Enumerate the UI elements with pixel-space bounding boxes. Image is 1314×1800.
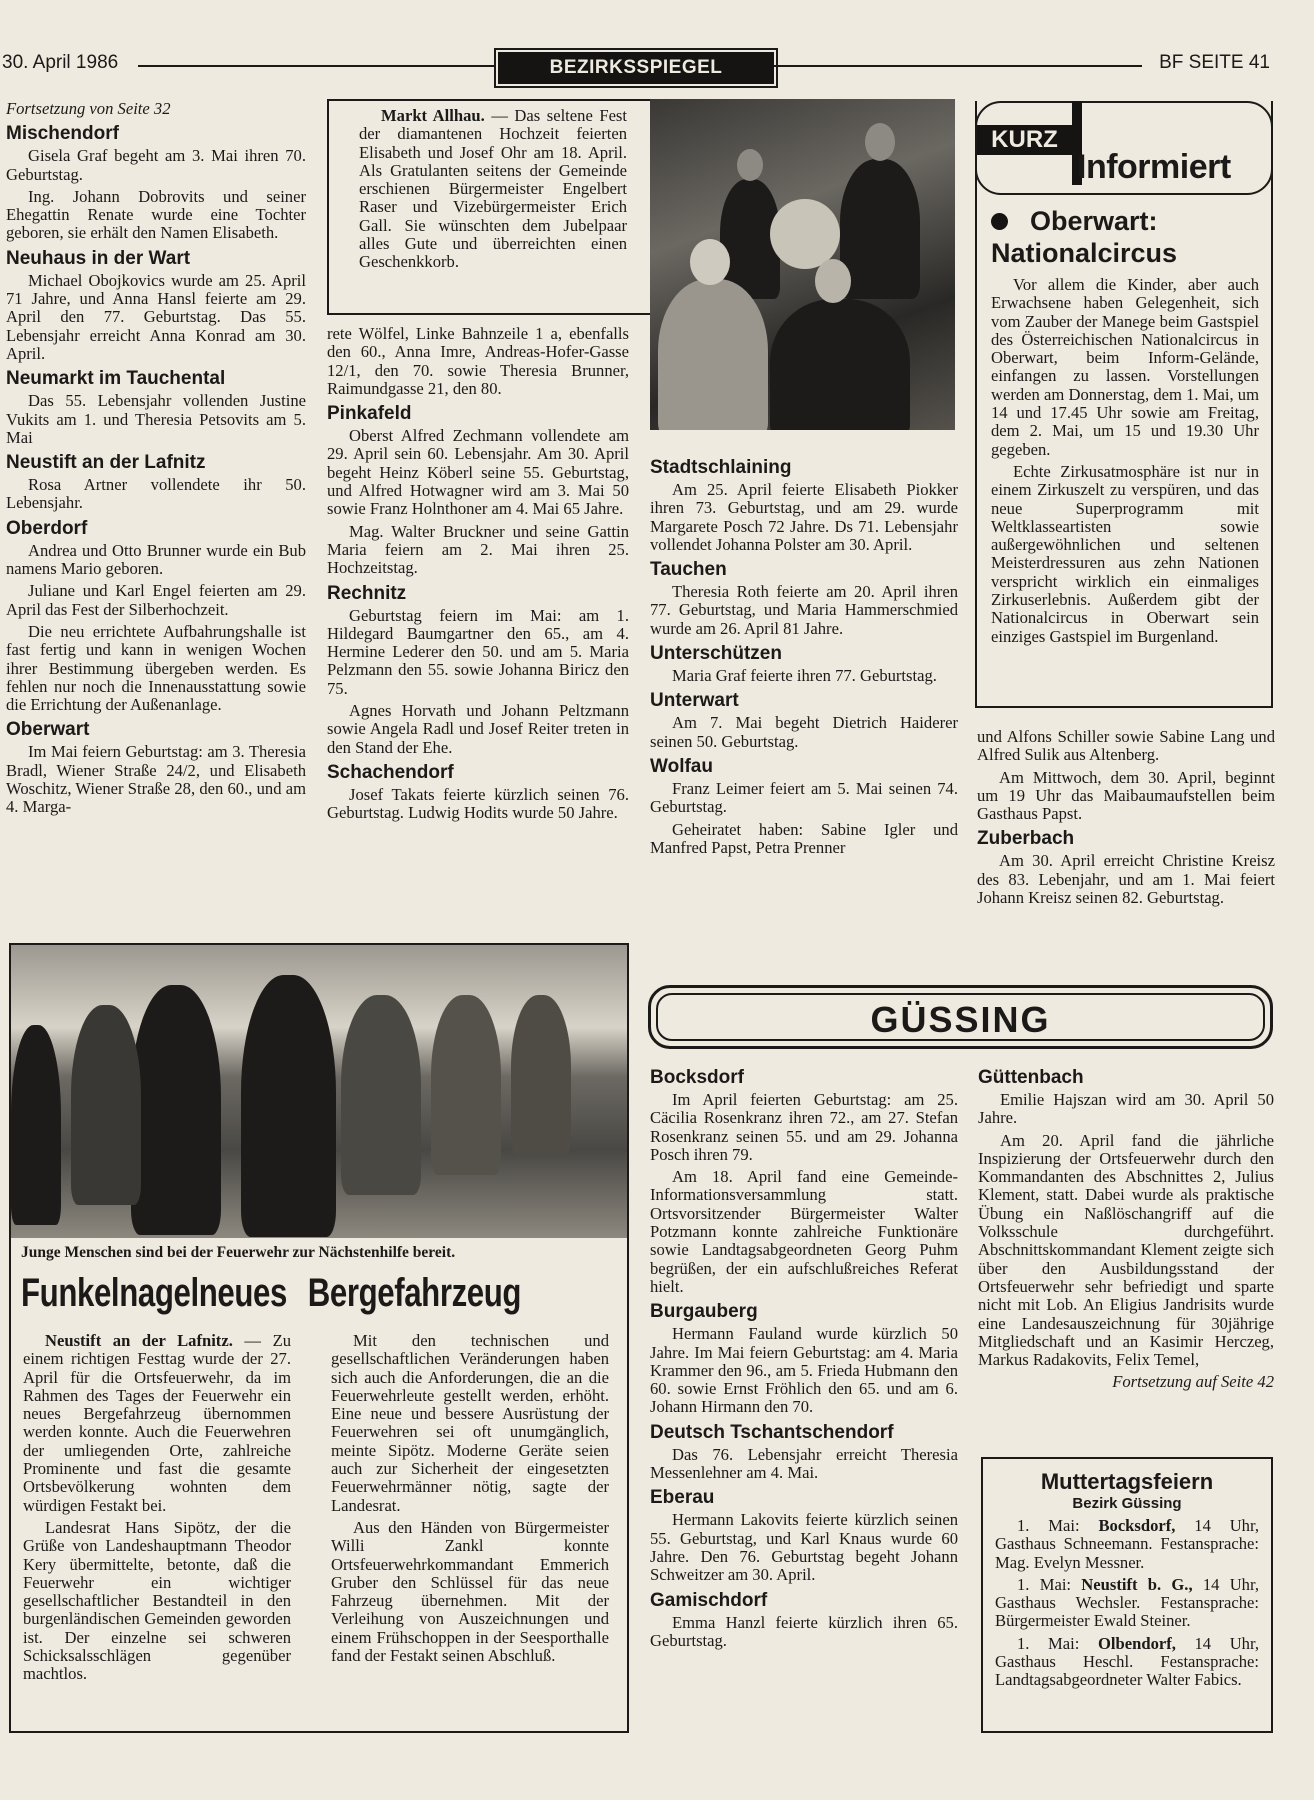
- paragraph-text: Emilie Hajszan wird am 30. April 50 Jahre.: [978, 1090, 1274, 1128]
- paragraph: [991, 276, 1259, 459]
- paragraph: [978, 1373, 1274, 1391]
- paragraph-text: Am 18. April fand eine Gemeinde-Informationsversammlung statt. Ortsvorsitzender Bürgermeister Walter Potzmann konnte zahlreiche Funktionäre sowie Landtagsabgeordneten Georg Puhm begrüßen, der ein aufschlußreiches Referat hielt.: [650, 1167, 958, 1296]
- paragraph-text: Schachendorf: [327, 761, 454, 783]
- paragraph: [977, 852, 1275, 907]
- anniversary-photo: [650, 99, 955, 430]
- paragraph-text: — Das seltene Fest der diamantenen Hochzeit feierten Elisabeth und Josef Ohr am 18. April. Als Gratulanten seitens der Gemeinde erschienen Bürgermeister Engelbert Raser und Vizebürgermeister Erich Gall. Sie wünschten dem Jubelpaar alles Gute und überreichten einen Geschenkkorb.: [359, 106, 627, 272]
- lead-in: Bocksdorf,: [1098, 1516, 1176, 1535]
- paragraph: [650, 1091, 958, 1164]
- paragraph: [650, 1614, 958, 1651]
- paragraph: [6, 100, 306, 118]
- column-3: [650, 452, 958, 861]
- paragraph-text: Mischendorf: [6, 123, 119, 145]
- bullet-icon: [991, 213, 1008, 230]
- paragraph: [6, 392, 306, 447]
- paragraph-text: Rosa Artner vollendete ihr 50. Lebensjahr.: [6, 475, 306, 513]
- paragraph-text: Eberau: [650, 1487, 715, 1509]
- paragraph-text: Am 7. Mai begeht Dietrich Haiderer seinen 50. Geburtstag.: [650, 713, 958, 751]
- section-heading: [650, 1067, 958, 1089]
- paragraph: [327, 786, 629, 823]
- fire-brigade-story: [9, 943, 629, 1733]
- paragraph-text: Vor allem die Kinder, aber auch Erwachsene haben Gelegenheit, sich vom Zauber der Manege beim Gastspiel des Österreichischen Nationalcircus in Oberwart, beim Inform-Gelände, einfangen zu lassen. Vorstellungen werden am Donnerstag, dem 1. Mai, um 14 und 17.45 Uhr sowie am Freitag, dem 2. Mai, um 15 und 19.30 Uhr gegeben.: [991, 275, 1259, 459]
- section-heading: [650, 1301, 958, 1323]
- section-heading: [650, 690, 958, 712]
- paragraph-text: Im April feierten Geburtstag: am 25. Cäcilia Rosenkranz ihren 72., am 27. Stefan Rosenkranz seinen 55. und am 29. Johanna Posch ihren 79.: [650, 1090, 958, 1164]
- paragraph-text: Gamischdorf: [650, 1589, 768, 1611]
- paragraph-text: Michael Obojkovics wurde am 25. April 71 Jahre, und Anna Hansl feierte am 29. April den 77. Geburtstag. Das 55. Lebensjahr erreicht Anna Konrad am 30. April.: [6, 270, 306, 363]
- paragraph-text: Echte Zirkusatmosphäre ist nur in einem Zirkuszelt zu verspüren, und das neue Superprogramm mit Weltklasseartisten sowie außergewöhnlichen und seltenen Meisterdressuren aus zehn Nationen verspricht wirklich ein einmaliges Zirkuserlebnis. Außerdem gibt der Nationalcircus in Oberwart sein einziges Gastspiel im Burgenland.: [991, 461, 1259, 646]
- paragraph-text: Tauchen: [650, 559, 727, 581]
- paragraph: [977, 728, 1275, 765]
- lead-in: Neustift b. G.,: [1081, 1574, 1193, 1594]
- paragraph-text: Fortsetzung von Seite 32: [6, 99, 171, 118]
- date-label: 1. Mai:: [1017, 1633, 1098, 1653]
- paragraph: [991, 463, 1259, 646]
- paragraph-text: — Zu einem richtigen Festtag wurde der 27. April für die Ortsfeuerwehr, da im Rahmen des Tages der Feuerwehr ein neues Bergefahrzeug übernommen werden konnte. Auch die Feuerwehren der umliegenden Orte, zahlreiche Prominente und fast die gesamte Ortsbevölkerung wohnten dem würdigen Festakt bei.: [23, 1331, 292, 1515]
- section-heading: [650, 756, 958, 778]
- paragraph: [327, 427, 629, 518]
- paragraph-text: Landesrat Hans Sipötz, der die Grüße von Landeshauptmann Theodor Kery übermittelte, betonte, daß die Feuerwehr ein wichtiger gesellschaftlicher Bestandteil in den burgenländischen Gemeinden geworden ist. Der einzelne sei schweren Schicksalsschlägen gegenüber machtlos.: [23, 1517, 291, 1684]
- paragraph-text: Mit den technischen und gesellschaftlichen Veränderungen haben sich auch die Anforderungen, die an die Feuerwehrleute gestellt werden, erhöht. Eine neue und bessere Ausrüstung der Feuerwehren sei oft unumgänglich, meinte Sipötz. Moderne Geräte seien auch zur Sicherheit der eingesetzten Feuerwehrmänner nötig, sagte der Landesrat.: [331, 1331, 609, 1515]
- paragraph: [327, 325, 629, 398]
- masthead: BEZIRKSSPIEGEL: [494, 48, 778, 88]
- paragraph-text: Neustift an der Lafnitz: [6, 452, 206, 474]
- paragraph: [650, 1168, 958, 1296]
- story-headline: Funkelnagelneues Bergefahrzeug: [21, 1271, 522, 1315]
- section-heading: [6, 452, 306, 474]
- paragraph-text: Deutsch Tschantschendorf: [650, 1421, 894, 1443]
- paragraph: [23, 1332, 291, 1515]
- paragraph-text: Bocksdorf: [650, 1067, 744, 1088]
- header-rule-right: [774, 65, 1142, 67]
- column-4: [977, 728, 1275, 911]
- paragraph-text: Das 55. Lebensjahr vollenden Justine Vukits am 1. und Theresia Petsovits am 5. Mai: [6, 391, 306, 447]
- paragraph: [327, 702, 629, 757]
- paragraph: [650, 1325, 958, 1416]
- paragraph-text: Hermann Fauland wurde kürzlich 50 Jahre. Im Mai feiern Geburtstag: am 4. Maria Krammer den 96., am 5. Frieda Hubmann den 60. sowie Ernst Fröhlich den 65. und am 6. Johann Hirmann den 70.: [650, 1324, 958, 1417]
- paragraph: [359, 107, 627, 272]
- paragraph: [6, 623, 306, 714]
- paragraph-text: Neumarkt im Tauchental: [6, 368, 226, 390]
- section-heading: [650, 457, 958, 479]
- paragraph-text: Oberst Alfred Zechmann vollendete am 29. April sein 60. Lebensjahr. Am 30. April begeht Heinz Köberl seine 55. Geburtstag, und Alfred Hotwagner wird am 3. Mai 50 sowie Franz Holnthoner am 4. Mai 65 Jahre.: [327, 426, 629, 519]
- paragraph-text: Im Mai feiern Geburtstag: am 3. Theresia Bradl, Wiener Straße 24/2, und Elisabeth Woschitz, Wiener Straße 28, den 60., und am 4. Marga-: [6, 742, 306, 817]
- photo-caption: Junge Menschen sind bei der Feuerwehr zur Nächstenhilfe bereit.: [21, 1244, 456, 1261]
- paragraph-text: 14 Uhr, Gasthaus Wechsler. Festansprache: Bürgermeister Ewald Steiner.: [995, 1574, 1259, 1631]
- paragraph-text: Geheiratet haben: Sabine Igler und Manfred Papst, Petra Prenner: [650, 819, 958, 857]
- lead-in: Neustift an der Lafnitz.: [45, 1331, 233, 1350]
- kurz-headline: Oberwart: Nationalcircus: [991, 206, 1178, 268]
- paragraph-text: Pinkafeld: [327, 403, 412, 425]
- paragraph: [327, 607, 629, 698]
- kurz-logo: KURZ Informiert: [975, 101, 1273, 195]
- column-1: [6, 100, 306, 821]
- paragraph: [978, 1091, 1274, 1128]
- paragraph-text: Wolfau: [650, 755, 713, 777]
- paragraph: [327, 523, 629, 578]
- paragraph: [650, 481, 958, 554]
- issue-date: 30. April 1986: [2, 52, 119, 73]
- muttertag-box: Muttertagsfeiern Bezirk Güssing 1. Mai: Bocksdorf, 14 Uhr, Gasthaus Schneemann. Festansprache: Mag. Evelyn Messner. 1. Mai: Neustift b. G., 14 Uhr, Gasthaus Wechsler. Festansprache: Bürgermeister Ewald Steiner. 1. Mai: Olbendorf, 14 Uhr, Gasthaus Heschl. Festansprache: Landtagsabgeordneter Walter Fabics.: [981, 1457, 1273, 1733]
- section-heading: [650, 1590, 958, 1612]
- paragraph: [650, 714, 958, 751]
- paragraph-text: Oberdorf: [6, 517, 88, 539]
- paragraph-text: Am Mittwoch, dem 30. April, beginnt um 19 Uhr das Maibaumaufstellen beim Gasthaus Papst.: [977, 767, 1275, 824]
- section-heading: [6, 123, 306, 145]
- paragraph-text: Gisela Graf begeht am 3. Mai ihren 70. Geburtstag.: [6, 146, 306, 184]
- section-heading: [6, 368, 306, 390]
- paragraph: [6, 147, 306, 184]
- fire-brigade-photo: [11, 945, 627, 1238]
- paragraph-text: Franz Leimer feiert am 5. Mai seinen 74. Geburtstag.: [650, 778, 958, 817]
- paragraph-text: Hermann Lakovits feierte kürzlich seinen 55. Geburtstag, und Karl Knaus wurde 60 Jahre. Den 76. Geburtstag begeht Johann Schweitzer am 30. April.: [650, 1510, 958, 1585]
- paragraph-text: Oberwart: [6, 719, 90, 741]
- paragraph: [650, 1511, 958, 1584]
- section-heading: [650, 1422, 958, 1444]
- paragraph-text: Theresia Roth feierte am 20. April ihren 77. Geburtstag, und Maria Hammerschmied wurde am 26. April 81 Jahre.: [650, 582, 958, 638]
- paragraph: [6, 743, 306, 816]
- paragraph: [995, 1517, 1259, 1572]
- paragraph-text: Das 76. Lebensjahr erreicht Theresia Messenlehner am 4. Mai.: [650, 1444, 958, 1483]
- section-heading: [327, 403, 629, 425]
- section-heading: [6, 518, 306, 540]
- paragraph: [977, 769, 1275, 824]
- paragraph: [6, 542, 306, 579]
- paragraph-text: Geburtstag feiern im Mai: am 1. Hildegard Baumgartner den 65., am 4. Hermine Lederer den 50. und am 5. Maria Pelzmann den 55. sowie Johanna Biricz den 75.: [327, 605, 629, 698]
- paragraph: [650, 583, 958, 638]
- paragraph-text: Am 30. April erreicht Christine Kreisz des 83. Lebenjahr, und am 1. Mai feiert Johann Kreisz seinen 82. Geburtstag.: [977, 851, 1275, 908]
- section-heading: [327, 762, 629, 784]
- paragraph-text: Rechnitz: [327, 582, 407, 604]
- section-heading: [650, 559, 958, 581]
- section-banner-guessing: GÜSSING: [648, 985, 1273, 1049]
- paragraph-text: Stadtschlaining: [650, 457, 792, 478]
- paragraph-text: Emma Hanzl feierte kürzlich ihren 65. Geburtstag.: [650, 1612, 958, 1650]
- paragraph-text: 14 Uhr, Gasthaus Heschl. Festansprache: Landtagsabgeordneter Walter Fabics.: [995, 1633, 1259, 1690]
- paragraph-text: Zuberbach: [977, 828, 1075, 850]
- paragraph: [650, 821, 958, 858]
- paragraph: [650, 780, 958, 817]
- paragraph: [23, 1519, 291, 1684]
- page-number: BF SEITE 41: [1159, 52, 1270, 73]
- paragraph-text: Fortsetzung auf Seite 42: [1112, 1372, 1274, 1392]
- paragraph-text: Josef Takats feierte kürzlich seinen 76. Geburtstag. Ludwig Hodits wurde 50 Jahre.: [327, 784, 629, 823]
- paragraph: [331, 1332, 609, 1515]
- paragraph-text: Unterwart: [650, 690, 739, 712]
- date-label: 1. Mai:: [1017, 1516, 1099, 1535]
- paragraph-text: Agnes Horvath und Johann Peltzmann sowie Angela Radl und Josef Reiter treten in den Stand der Ehe.: [327, 701, 629, 757]
- paragraph-text: Am 20. April fand die jährliche Inspizierung der Ortsfeuerwehr durch den Kommandanten des Abschnittes 2, Julius Klement, statt. Dabei wurde als praktische Übung ein Naßlöschangriff auf die Volksschule durchgeführt. Abschnittskommandant Klement zeigte sich über den Ausbildungsstand der Ortsfeuerwehr sehr befriedigt und sparte nicht mit Lob. An Eligius Jandrisits wurde eine Landesauszeichnung für 30jährige Mitgliedschaft und an Kasimir Herczeg, Markus Radakovits, Felix Temel,: [978, 1130, 1274, 1370]
- section-heading: [650, 1487, 958, 1509]
- paragraph: [6, 272, 306, 363]
- paragraph-text: Maria Graf feierte ihren 77. Geburtstag.: [672, 666, 937, 686]
- paragraph-text: Mag. Walter Bruckner und seine Gattin Maria feiern am 2. Mai ihren 25. Hochzeitstag.: [327, 521, 629, 578]
- paragraph: [978, 1132, 1274, 1370]
- paragraph-text: Unterschützen: [650, 643, 782, 665]
- guessing-column-left: [650, 1062, 958, 1654]
- section-heading: [6, 719, 306, 741]
- paragraph-text: 14 Uhr, Gasthaus Schneemann. Festansprache: Mag. Evelyn Messner.: [995, 1516, 1259, 1572]
- paragraph: [6, 476, 306, 513]
- paragraph-text: Aus den Händen von Bürgermeister Willi Zankl konnte Ortsfeuerwehrkommandant Emmerich Gruber den Schlüssel für das neue Fahrzeug übernehmen. Mit der Verleihung von Auszeichnungen und einem Frühschoppen in der Seesporthalle fand der Festakt seinen Abschluß.: [331, 1517, 609, 1666]
- date-label: 1. Mai:: [1017, 1574, 1082, 1594]
- column-2: [327, 325, 629, 827]
- paragraph: [650, 1446, 958, 1483]
- photo-caption-box: [327, 99, 652, 315]
- paragraph-text: Burgauberg: [650, 1301, 758, 1323]
- lead-in: Olbendorf,: [1098, 1633, 1176, 1653]
- header-rule-left: [138, 65, 494, 67]
- paragraph-text: Die neu errichtete Aufbahrungshalle ist fast fertig und kann in wenigen Wochen ihrer Bestimmung übergeben werden. Es fehlen nur noch die Innenausstattung sowie die Errichtung der Außenanlage.: [6, 621, 306, 715]
- section-heading: [6, 248, 306, 270]
- paragraph-text: und Alfons Schiller sowie Sabine Lang und Alfred Sulik aus Altenberg.: [977, 727, 1275, 765]
- paragraph-text: Andrea und Otto Brunner wurde ein Bub namens Mario geboren.: [6, 540, 306, 579]
- paragraph-text: Juliane und Karl Engel feierten am 29. April das Fest der Silberhochzeit.: [6, 581, 306, 619]
- guessing-column-right: [978, 1062, 1274, 1396]
- paragraph-text: Neuhaus in der Wart: [6, 247, 191, 269]
- paragraph: [995, 1635, 1259, 1690]
- paragraph: [995, 1576, 1259, 1631]
- paragraph: [331, 1519, 609, 1665]
- lead-in: Markt Allhau.: [381, 106, 485, 125]
- paragraph-text: Güttenbach: [978, 1067, 1084, 1088]
- paragraph-text: rete Wölfel, Linke Bahnzeile 1 a, ebenfalls den 60., Anna Imre, Andreas-Hofer-Gasse 12/1, den 70. sowie Theresia Brunner, Raimundgasse 21, den 80.: [327, 324, 629, 398]
- section-heading: [977, 828, 1275, 850]
- section-heading: [650, 643, 958, 665]
- paragraph-text: Am 25. April feierte Elisabeth Piokker ihren 73. Geburtstag, und am 29. wurde Margarete Posch 72 Jahre. Ds 71. Lebensjahr vollendet Johanna Polster am 30. April.: [650, 480, 958, 554]
- kurz-informiert-box: [975, 101, 1273, 708]
- paragraph-text: Ing. Johann Dobrovits und seiner Ehegattin Renate wurde eine Tochter geboren, sie erhält den Namen Elisabeth.: [6, 186, 306, 243]
- paragraph: [6, 188, 306, 243]
- paragraph: [650, 667, 958, 685]
- section-heading: [327, 583, 629, 605]
- section-heading: [978, 1067, 1274, 1089]
- paragraph: [6, 582, 306, 619]
